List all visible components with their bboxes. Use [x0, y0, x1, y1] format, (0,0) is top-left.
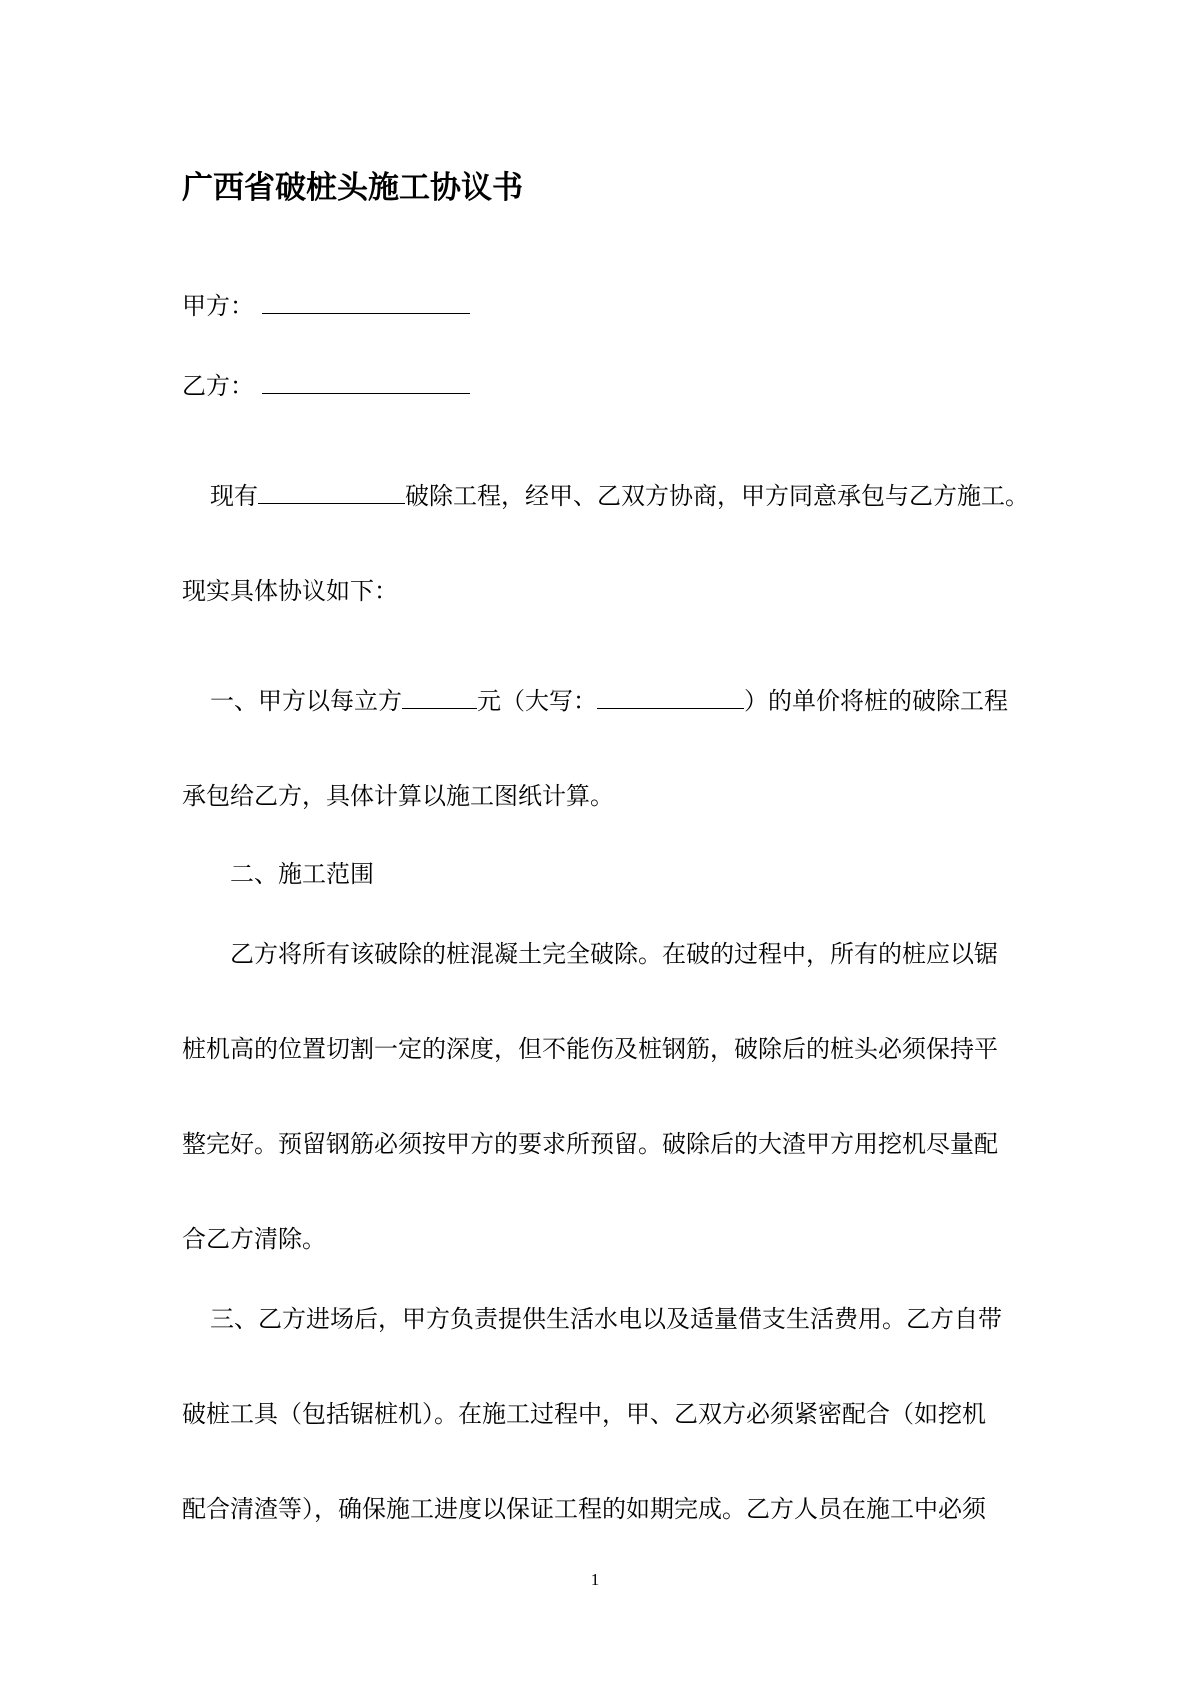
document-title: 广西省破桩头施工协议书	[182, 170, 523, 206]
clause1-line-1	[210, 685, 1008, 717]
clause1-part2: 元（大写：	[477, 687, 597, 715]
intro-line-2: 现实具体协议如下：	[182, 577, 398, 605]
clause2-line: 桩机高的位置切割一定的深度，但不能伤及桩钢筋，破除后的桩头必须保持平	[182, 1035, 998, 1063]
clause3-line: 破桩工具（包括锯桩机）。在施工过程中，甲、乙双方必须紧密配合（如挖机	[182, 1400, 986, 1428]
project-name-blank[interactable]	[258, 481, 405, 504]
clause3-line: 三、乙方进场后，甲方负责提供生活水电以及适量借支生活费用。乙方自带	[210, 1305, 1002, 1333]
clause2-heading: 二、施工范围	[230, 860, 374, 888]
party-b-line	[182, 370, 470, 402]
clause3-line: 配合清渣等），确保施工进度以保证工程的如期完成。乙方人员在施工中必须	[182, 1495, 986, 1523]
page-number: 1	[590, 1570, 600, 1589]
party-b-blank[interactable]	[262, 371, 470, 394]
clause1-part1: 一、甲方以每立方	[210, 687, 402, 715]
clause2-line: 乙方将所有该破除的桩混凝土完全破除。在破的过程中，所有的桩应以锯	[230, 940, 998, 968]
clause2-line: 整完好。预留钢筋必须按甲方的要求所预留。破除后的大渣甲方用挖机尽量配	[182, 1130, 998, 1158]
party-a-line	[182, 290, 470, 322]
clause2-line: 合乙方清除。	[182, 1225, 326, 1253]
party-a-blank[interactable]	[262, 291, 470, 314]
party-b-label: 乙方：	[182, 372, 254, 400]
intro-suffix: 破除工程，经甲、乙双方协商，甲方同意承包与乙方施工。	[405, 482, 1029, 510]
party-a-label: 甲方：	[182, 292, 254, 320]
clause1-part3: ）的单价将桩的破除工程	[744, 687, 1008, 715]
unit-price-blank[interactable]	[402, 686, 477, 709]
clause1-line-2: 承包给乙方，具体计算以施工图纸计算。	[182, 782, 614, 810]
intro-line-1	[210, 480, 1029, 512]
price-in-words-blank[interactable]	[597, 686, 744, 709]
intro-prefix: 现有	[210, 482, 258, 510]
